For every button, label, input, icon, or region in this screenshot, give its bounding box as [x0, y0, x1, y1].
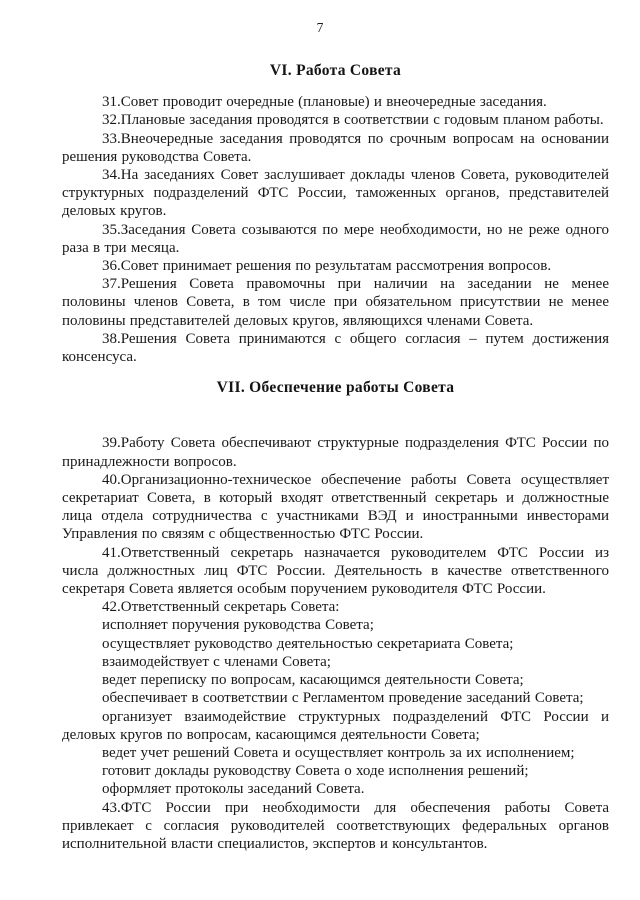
paragraph: 41.Ответственный секретарь назначается руководителем ФТС России из числа должностных лиц ФТС России. Деятельность в качестве ответственного секретаря Совета является особым поручением руководителя ФТС России.: [62, 544, 609, 598]
section: [62, 62, 609, 366]
paragraph: 37.Решения Совета правомочны при наличии на заседании не менее половины членов Совета, в том числе при обязательном присутствии не менее половины представителей деловых кругов, являющихся членами Совета.: [62, 276, 609, 329]
paragraph: ведет учет решений Совета и осуществляет контроль за их исполнением;: [102, 744, 575, 761]
paragraph: осуществляет руководство деятельностью секретариата Совета;: [102, 635, 514, 652]
paragraph: 36.Совет принимает решения по результатам рассмотрения вопросов.: [102, 258, 552, 275]
paragraph: 33.Внеочередные заседания проводятся по срочным вопросам на основании решения руководства Совета.: [62, 130, 609, 165]
paragraph: 31.Совет проводит очередные (плановые) и внеочередные заседания.: [102, 94, 547, 111]
section-heading: VI. Работа Совета: [269, 62, 402, 79]
section-heading: VII. Обеспечение работы Совета: [216, 379, 455, 397]
page-number: 7: [316, 20, 324, 35]
paragraph: готовит доклады руководству Совета о ходе исполнения решений;: [102, 763, 529, 780]
paragraph: 40.Организационно-техническое обеспечение работы Совета осуществляет секретариат Совета, в который входят ответственный секретарь и должностные лица отдела сотрудничества с участниками ВЭД и иностранными инвесторами Управления по связям с общественностью ФТС России.: [62, 471, 609, 543]
paragraph: организует взаимодействие структурных подразделений ФТС России и деловых кругов по вопросам, касающимся деятельности Совета;: [62, 708, 609, 743]
paragraph: взаимодействует с членами Совета;: [102, 653, 331, 670]
paragraph: ведет переписку по вопросам, касающимся деятельности Совета;: [102, 672, 524, 689]
document-body: [62, 50, 609, 853]
paragraph: 32.Плановые заседания проводятся в соответствии с годовым планом работы.: [102, 112, 604, 129]
paragraph: обеспечивает в соответствии с Регламентом проведение заседаний Совета;: [102, 690, 584, 707]
paragraph: 39.Работу Совета обеспечивают структурные подразделения ФТС России по принадлежности вопросов.: [62, 435, 609, 470]
section: [62, 379, 609, 853]
paragraph: 35.Заседания Совета созываются по мере необходимости, но не реже одного раза в три месяца.: [62, 221, 609, 256]
paragraph: 34.На заседаниях Совет заслушивает доклады членов Совета, руководителей структурных подразделений ФТС России, таможенных органов, представителей деловых кругов.: [62, 167, 609, 220]
paragraph: оформляет протоколы заседаний Совета.: [102, 781, 365, 798]
paragraph: 38.Решения Совета принимаются с общего согласия – путем достижения консенсуса.: [62, 330, 609, 366]
paragraph: исполняет поручения руководства Совета;: [102, 617, 374, 634]
paragraph: 42.Ответственный секретарь Совета:: [102, 599, 340, 616]
paragraph: 43.ФТС России при необходимости для обеспечения работы Совета привлекает с согласия руководителей соответствующих федеральных органов исполнительной власти специалистов, экспертов и консультантов.: [62, 799, 609, 852]
